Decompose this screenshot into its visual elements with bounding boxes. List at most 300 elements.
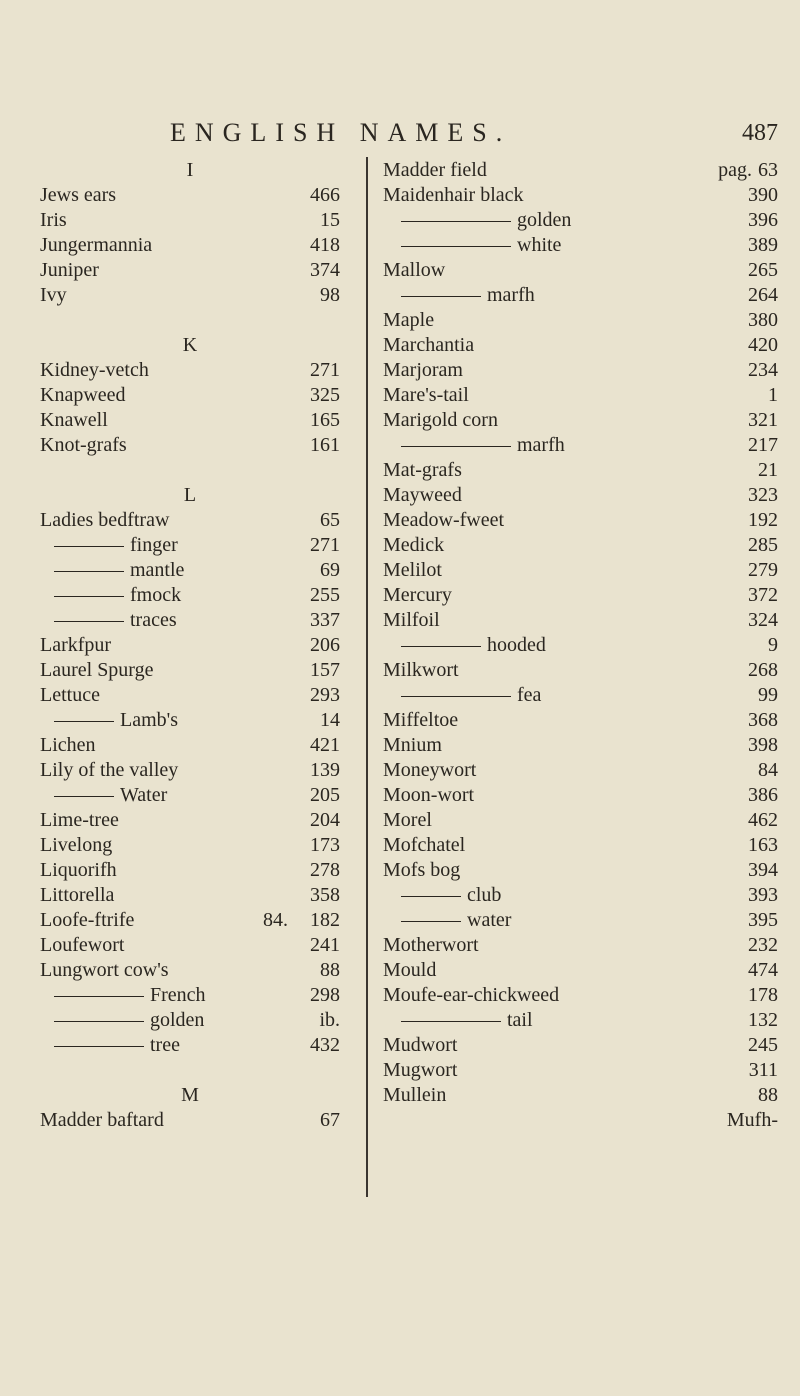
index-entry: [40, 508, 340, 533]
entry-name: [383, 458, 462, 483]
index-entry: [383, 258, 778, 283]
page-value: 65: [320, 509, 340, 531]
entry-name-text: water: [467, 909, 512, 931]
entry-name: [40, 883, 114, 908]
ditto-dash: [401, 221, 511, 223]
index-entry: [383, 833, 778, 858]
index-entry: [383, 933, 778, 958]
index-entry: [383, 1058, 778, 1083]
index-entry: [383, 1083, 778, 1108]
entry-name: [54, 708, 178, 733]
entry-name: [383, 833, 465, 858]
page-prefix: pag.: [718, 159, 752, 181]
entry-name-text: golden: [150, 1009, 205, 1031]
entry-name: [383, 733, 442, 758]
page-value: 69: [320, 559, 340, 581]
entry-name-text: Mullein: [383, 1084, 447, 1106]
entry-name-text: Marjoram: [383, 359, 463, 381]
page-ref: [748, 308, 778, 333]
section-letter: [40, 483, 340, 508]
index-entry: [40, 833, 340, 858]
page-value: 279: [748, 559, 778, 581]
entry-name: [383, 308, 434, 333]
page-ref: [748, 858, 778, 883]
page-value: 255: [310, 584, 340, 606]
page-value: 217: [748, 434, 778, 456]
entry-name: [40, 683, 100, 708]
index-entry: [40, 958, 340, 983]
entry-name: [383, 783, 474, 808]
page-ref: [310, 833, 340, 858]
entry-name: [40, 758, 178, 783]
index-entry: [383, 408, 778, 433]
entry-name-text: Motherwort: [383, 934, 479, 956]
entry-name-text: club: [467, 884, 502, 906]
page-value: 9: [768, 634, 778, 656]
page-value: 374: [310, 259, 340, 281]
entry-name: [383, 483, 462, 508]
entry-name: [401, 283, 535, 308]
entry-name: [40, 433, 127, 458]
entry-name: [383, 708, 458, 733]
page-ref: [748, 408, 778, 433]
index-entry: [383, 433, 778, 458]
page-value: 394: [748, 859, 778, 881]
page-value: 182: [310, 909, 340, 931]
page-ref: [748, 508, 778, 533]
entry-name: [40, 258, 99, 283]
entry-name: [383, 1058, 457, 1083]
ditto-dash: [54, 546, 124, 548]
page-ref: [748, 533, 778, 558]
page-value: 204: [310, 809, 340, 831]
page-ref: [319, 1008, 340, 1033]
entry-name-text: fea: [517, 684, 542, 706]
index-entry: [40, 658, 340, 683]
index-entry: [383, 733, 778, 758]
page-ref: [310, 983, 340, 1008]
entry-name: [40, 508, 169, 533]
entry-name-text: Lamb's: [120, 709, 179, 731]
entry-name: [40, 383, 126, 408]
page-ref: [748, 608, 778, 633]
ditto-dash: [54, 1021, 144, 1023]
page-value: 466: [310, 184, 340, 206]
entry-name-text: mantle: [130, 559, 185, 581]
index-entry: [40, 983, 340, 1008]
entry-name-text: Moneywort: [383, 759, 477, 781]
page-ref: [748, 783, 778, 808]
entry-name-text: Mofchatel: [383, 834, 466, 856]
page-ref: [310, 183, 340, 208]
page-ref: [748, 183, 778, 208]
page-ref: [718, 158, 778, 183]
page-ref: [320, 1108, 340, 1133]
index-entry: [40, 433, 340, 458]
page-ref: [310, 758, 340, 783]
entry-name: [383, 158, 487, 183]
page-number: 487: [742, 120, 778, 146]
entry-name: [54, 608, 177, 633]
entry-name: [54, 533, 178, 558]
index-entry: [383, 758, 778, 783]
page-value: 421: [310, 734, 340, 756]
page-value: 324: [748, 609, 778, 631]
entry-name: [383, 333, 474, 358]
page-ref: [310, 883, 340, 908]
entry-name-text: Maidenhair black: [383, 184, 524, 206]
entry-name-text: Littorella: [40, 884, 115, 906]
blank-line: [40, 458, 340, 483]
entry-name: [40, 183, 116, 208]
blank-line: [40, 1058, 340, 1083]
index-entry: [40, 758, 340, 783]
entry-name: [401, 208, 571, 233]
entry-name-text: Kidney-vetch: [40, 359, 149, 381]
ditto-dash: [54, 796, 114, 798]
index-entry: [40, 1108, 340, 1133]
entry-name-text: Liquorifh: [40, 859, 117, 881]
index-entry: [383, 783, 778, 808]
page-value: 386: [748, 784, 778, 806]
page-value: 271: [310, 534, 340, 556]
index-entry: [383, 708, 778, 733]
entry-name-text: marfh: [487, 284, 535, 306]
page-value: 462: [748, 809, 778, 831]
entry-name: [383, 408, 498, 433]
page-value: 63: [758, 159, 778, 181]
index-entry: [383, 958, 778, 983]
entry-name: [54, 558, 184, 583]
page-value: 205: [310, 784, 340, 806]
index-entry: [383, 483, 778, 508]
entry-name: [401, 233, 561, 258]
entry-name: [54, 583, 181, 608]
section-letter-text: L: [183, 484, 197, 506]
page-value: 380: [748, 309, 778, 331]
entry-name-text: white: [517, 234, 562, 256]
entry-name-text: Maple: [383, 309, 435, 331]
page-value: 420: [748, 334, 778, 356]
entry-name: [401, 908, 511, 933]
entry-name: [401, 433, 565, 458]
entry-name-text: Water: [120, 784, 168, 806]
entry-name-text: Medick: [383, 534, 445, 556]
page-value: 271: [310, 359, 340, 381]
column-divider: [366, 157, 368, 1197]
page-ref: [310, 258, 340, 283]
entry-name: [54, 983, 206, 1008]
entry-name-text: Loofe-ftrife: [40, 909, 135, 931]
entry-name-text: Iris: [40, 209, 67, 231]
index-entry: [383, 358, 778, 383]
section-letter: [40, 158, 340, 183]
index-entry: [40, 358, 340, 383]
entry-name-text: Jews ears: [40, 184, 117, 206]
entry-name: [40, 858, 117, 883]
page-value: 234: [748, 359, 778, 381]
entry-name-text: marfh: [517, 434, 565, 456]
page-value: 265: [748, 259, 778, 281]
page-ref: [748, 583, 778, 608]
page-value: 389: [748, 234, 778, 256]
ditto-dash: [401, 921, 461, 923]
entry-name: [40, 1108, 164, 1133]
section-letter-text: K: [182, 334, 198, 356]
entry-name-text: Mufh-: [726, 1109, 778, 1131]
index-entry: [383, 583, 778, 608]
entry-name-text: Madder field: [383, 159, 487, 181]
entry-name: [383, 258, 445, 283]
section-letter: [40, 1083, 340, 1108]
entry-name-text: Moufe-ear-chickweed: [383, 984, 560, 1006]
index-entry: [383, 683, 778, 708]
entry-name-text: Loufewort: [40, 934, 125, 956]
page-value: 88: [758, 1084, 778, 1106]
entry-name-text: Mat-grafs: [383, 459, 462, 481]
entry-name: [40, 358, 149, 383]
index-entry: [383, 1033, 778, 1058]
page-ref: [320, 283, 340, 308]
page-value: 99: [758, 684, 778, 706]
entry-name-text: Mofs bog: [383, 859, 461, 881]
index-entry: [40, 208, 340, 233]
page-ref: [758, 1083, 778, 1108]
page-value: 398: [748, 734, 778, 756]
entry-name: [401, 1008, 533, 1033]
entry-name: [383, 858, 460, 883]
catchword: [727, 1108, 778, 1133]
page-value: 98: [320, 284, 340, 306]
page-ref: [748, 483, 778, 508]
page-value: 285: [748, 534, 778, 556]
entry-name-text: Mould: [383, 959, 437, 981]
page-ref: [320, 508, 340, 533]
page-ref: [748, 908, 778, 933]
entry-name: [383, 658, 459, 683]
ditto-dash: [401, 696, 511, 698]
ditto-dash: [54, 571, 124, 573]
page-value: 321: [748, 409, 778, 431]
page-ref: [748, 358, 778, 383]
page-ref: [310, 608, 340, 633]
index-entry: [40, 383, 340, 408]
entry-name-text: Meadow-fweet: [383, 509, 505, 531]
index-entry: [40, 633, 340, 658]
entry-name: [40, 408, 108, 433]
page-ref: [320, 708, 340, 733]
entry-name: [383, 958, 436, 983]
entry-name-text: French: [150, 984, 206, 1006]
entry-name: [383, 533, 444, 558]
page-ref: [310, 408, 340, 433]
page-value: 432: [310, 1034, 340, 1056]
entry-name: [40, 833, 112, 858]
entry-name: [40, 283, 67, 308]
extra-page-ref: 84.: [263, 909, 288, 931]
page-value: 418: [310, 234, 340, 256]
entry-name-text: Moon-wort: [383, 784, 475, 806]
running-head: ENGLISH NAMES.: [170, 118, 512, 147]
index-entry: [40, 183, 340, 208]
page-ref: [310, 433, 340, 458]
page-value: 88: [320, 959, 340, 981]
page-ref: [748, 883, 778, 908]
entry-name-text: Marchantia: [383, 334, 475, 356]
page-ref: [748, 333, 778, 358]
entry-name-text: Livelong: [40, 834, 113, 856]
section-letter-text: I: [186, 159, 194, 181]
index-entry: [40, 708, 340, 733]
entry-name-text: Mallow: [383, 259, 446, 281]
index-entry: [383, 633, 778, 658]
entry-name: [383, 758, 476, 783]
page-ref: [748, 558, 778, 583]
page-ref: [310, 933, 340, 958]
ditto-dash: [401, 896, 461, 898]
ditto-dash: [54, 1046, 144, 1048]
entry-name: [383, 383, 469, 408]
index-entry: [383, 1008, 778, 1033]
index-entry: [40, 883, 340, 908]
page-value: 178: [748, 984, 778, 1006]
index-entry: [383, 158, 778, 183]
page-value: 268: [748, 659, 778, 681]
page-ref: [768, 383, 778, 408]
entry-name-text: Milkwort: [383, 659, 459, 681]
entry-name-text: Ivy: [40, 284, 67, 306]
page-ref: [748, 708, 778, 733]
page-ref: [310, 783, 340, 808]
page-ref: [310, 1033, 340, 1058]
page-value: 132: [748, 1009, 778, 1031]
index-entry: [383, 558, 778, 583]
section-letter-text: M: [181, 1084, 199, 1106]
page-value: 245: [748, 1034, 778, 1056]
entry-name-text: tree: [150, 1034, 180, 1056]
page-value: 206: [310, 634, 340, 656]
index-entry: [40, 1033, 340, 1058]
page-ref: [748, 1008, 778, 1033]
index-entry: [383, 508, 778, 533]
entry-name-text: Mnium: [383, 734, 442, 756]
page-ref: [749, 1058, 778, 1083]
section-letter: [40, 333, 340, 358]
page-ref: [748, 258, 778, 283]
index-entry: [383, 383, 778, 408]
page-ref: [768, 633, 778, 658]
index-entry: [383, 208, 778, 233]
index-entry: [383, 183, 778, 208]
page-ref: [310, 633, 340, 658]
entry-name: [54, 1033, 180, 1058]
page-ref: [758, 458, 778, 483]
page-ref: [748, 233, 778, 258]
index-entry: [383, 533, 778, 558]
entry-name: [383, 1083, 446, 1108]
ditto-dash: [401, 296, 481, 298]
index-entry: [383, 283, 778, 308]
entry-name-text: golden: [517, 209, 572, 231]
index-entry: [40, 608, 340, 633]
right-index-column: [383, 158, 778, 1133]
page-value: 390: [748, 184, 778, 206]
entry-name: [383, 1033, 457, 1058]
page-value: ib.: [319, 1009, 340, 1031]
entry-name-text: Knot-grafs: [40, 434, 127, 456]
index-entry: [383, 808, 778, 833]
page-value: 1: [768, 384, 778, 406]
page-value: 264: [748, 284, 778, 306]
entry-name-text: Melilot: [383, 559, 442, 581]
page-value: 192: [748, 509, 778, 531]
ditto-dash: [54, 621, 124, 623]
ditto-dash: [401, 446, 511, 448]
page-value: 163: [748, 834, 778, 856]
entry-name: [383, 583, 452, 608]
entry-name-text: Mudwort: [383, 1034, 458, 1056]
page-value: 15: [320, 209, 340, 231]
entry-name-text: Lily of the valley: [40, 759, 179, 781]
entry-name: [383, 983, 559, 1008]
index-entry: [40, 783, 340, 808]
entry-name-text: Juniper: [40, 259, 99, 281]
page-ref: [748, 808, 778, 833]
page-value: 372: [748, 584, 778, 606]
blank-line: [40, 308, 340, 333]
ditto-dash: [401, 246, 511, 248]
entry-name: [40, 633, 111, 658]
left-index-column: [40, 158, 340, 1133]
index-entry: [383, 658, 778, 683]
index-entry: [40, 583, 340, 608]
page-value: 396: [748, 209, 778, 231]
page-ref: [748, 933, 778, 958]
index-entry: [383, 333, 778, 358]
entry-name-text: finger: [130, 534, 178, 556]
index-entry: [383, 233, 778, 258]
entry-name-text: Mugwort: [383, 1059, 458, 1081]
page-ref: [310, 233, 340, 258]
entry-name-text: Lichen: [40, 734, 96, 756]
page-value: 21: [758, 459, 778, 481]
entry-name: [40, 233, 152, 258]
entry-name-text: Mayweed: [383, 484, 462, 506]
page-ref: [310, 533, 340, 558]
page-value: 393: [748, 884, 778, 906]
entry-name: [40, 933, 124, 958]
entry-name-text: Morel: [383, 809, 432, 831]
page-ref: [748, 658, 778, 683]
entry-name-text: Ladies bedftraw: [40, 509, 170, 531]
ditto-dash: [401, 1021, 501, 1023]
page-ref: [758, 758, 778, 783]
entry-name-text: tail: [507, 1009, 533, 1031]
entry-name: [383, 508, 504, 533]
entry-name-text: Miffeltoe: [383, 709, 459, 731]
page-ref: [310, 858, 340, 883]
entry-name: [40, 958, 169, 983]
page-value: 337: [310, 609, 340, 631]
entry-name: [40, 908, 134, 933]
index-entry: [40, 1008, 340, 1033]
page-ref: [748, 983, 778, 1008]
entry-name-text: Larkfpur: [40, 634, 112, 656]
entry-name: [383, 358, 463, 383]
entry-name: [401, 883, 501, 908]
page-ref: [748, 958, 778, 983]
page-ref: [320, 958, 340, 983]
